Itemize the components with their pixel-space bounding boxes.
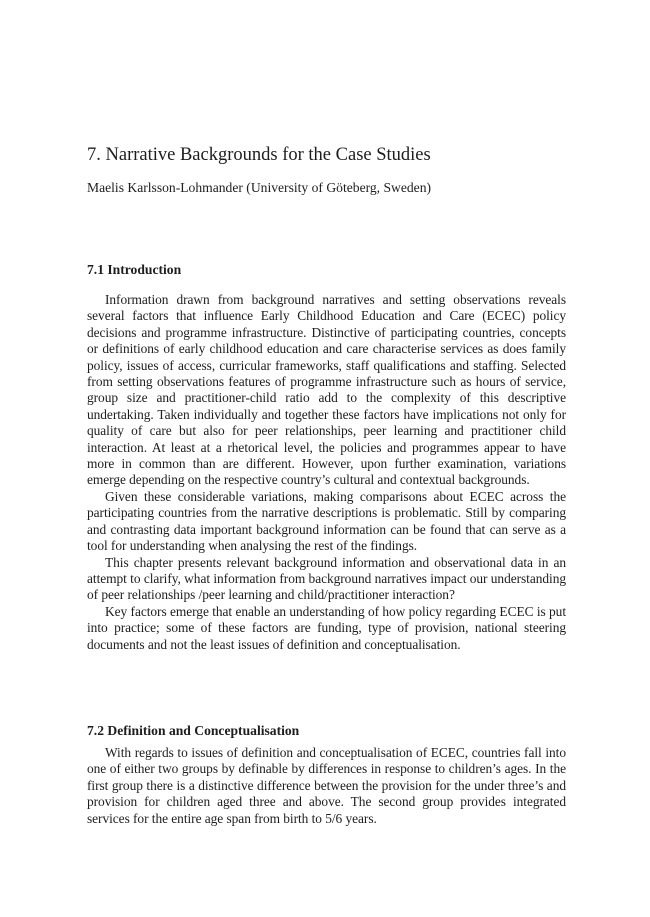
paragraph: Information drawn from background narratives and setting observations reveals several factors that influence Early Childhood Education and Care (ECEC) policy decisions and programme infrastructure. Distinctive of participating countries, concepts or definitions of early childhood education and care characterise services as does family policy, issues of access, curricular frameworks, staff qualifications and staffing. Selected from setting observations features of programme infrastructure such as hours of service, group size and practitioner-child ratio add to the complexity of this descriptive undertaking. Taken individually and together these factors have implications not only for quality of care but also for peer relationships, peer learning and practitioner child interaction. At least at a rhetorical level, the policies and programmes appear to have more in common than are different. However, upon further examination, variations emerge depending on the respective country’s cultural and contextual backgrounds. xyxy=(87,292,566,488)
paragraph: Given these considerable variations, making comparisons about ECEC across the participating countries from the narrative descriptions is problematic. Still by comparing and contrasting data important background information can be found that can serve as a tool for understanding when analysing the rest of the findings. xyxy=(87,488,566,554)
section-body-definition xyxy=(87,745,566,827)
chapter-author: Maelis Karlsson-Lohmander (University of Göteberg, Sweden) xyxy=(87,180,432,195)
section-heading-definition: 7.2 Definition and Conceptualisation xyxy=(87,723,300,738)
section-heading-introduction: 7.1 Introduction xyxy=(87,262,182,277)
paragraph: With regards to issues of definition and conceptualisation of ECEC, countries fall into one of either two groups by definable by differences in response to children’s ages. In the first group there is a distinctive difference between the provision for the under three’s and provision for children aged three and above. The second group provides integrated services for the entire age span from birth to 5/6 years. xyxy=(87,745,566,826)
paragraph: This chapter presents relevant background information and observational data in an attempt to clarify, what information from background narratives impact our understanding of peer relationships /peer learning and child/practitioner interaction? xyxy=(87,554,566,603)
paragraph: Key factors emerge that enable an understanding of how policy regarding ECEC is put into practice; some of these factors are funding, type of provision, national steering documents and not the least issues of definition and conceptualisation. xyxy=(87,603,566,652)
chapter-title: 7. Narrative Backgrounds for the Case Studies xyxy=(87,145,431,165)
section-body-introduction xyxy=(87,292,566,653)
